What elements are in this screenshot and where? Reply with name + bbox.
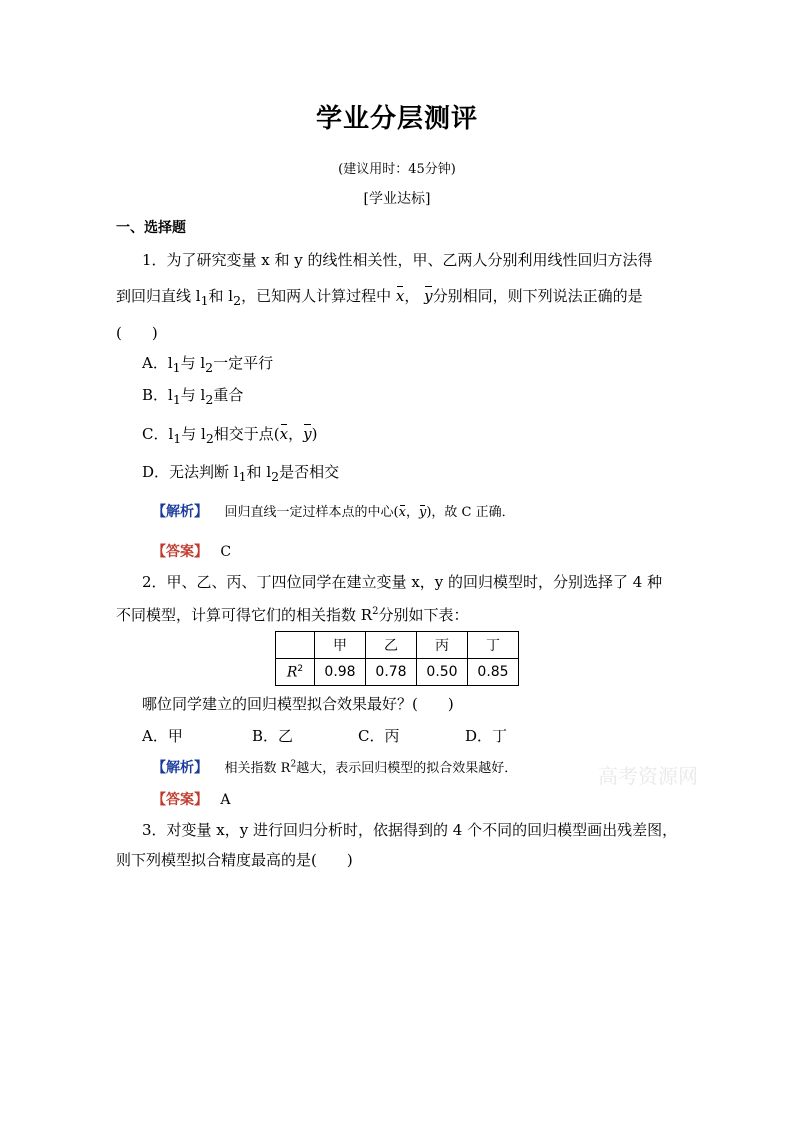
- analysis-label: 【解析】: [152, 760, 208, 776]
- q1-option-c: C．$l_1$与 $l_2$相交于点(x，y): [142, 425, 318, 446]
- table-cell: 丁: [468, 632, 519, 659]
- q1-analysis: 【解析】 回归直线一定过样本点的中心(x，y)，故 C 正确．: [152, 504, 515, 520]
- table-cell: 0.50: [417, 659, 468, 686]
- q1-paren: ( ): [116, 324, 158, 342]
- q2-line1: 2．甲、乙、丙、丁四位同学在建立变量 x，y 的回归模型时，分别选择了 4 种: [142, 573, 663, 591]
- q3-line2: 则下列模型拟合精度最高的是( ): [116, 851, 353, 869]
- page-title: 学业分层测评: [315, 104, 478, 134]
- y-bar: y: [424, 287, 433, 305]
- q2-option-a: A．甲: [142, 727, 183, 745]
- q2-option-c: C．丙: [358, 727, 400, 745]
- q1-line2: 到回归直线 $l_1$和 $l_2$，已知两人计算过程中 x， y分别相同，则下列说法正确的是: [116, 287, 643, 308]
- answer-label: 【答案】: [152, 792, 208, 808]
- section-heading: 一、选择题: [116, 220, 186, 236]
- q2-answer: 【答案】 A: [152, 792, 231, 808]
- r2-table: [275, 631, 519, 686]
- q1-option-a: A．$l_1$与 $l_2$一定平行: [142, 354, 274, 375]
- table-row: [276, 659, 519, 686]
- analysis-label: 【解析】: [152, 504, 208, 520]
- table-cell: [276, 632, 315, 659]
- q2-analysis: 【解析】 相关指数 $R^2$越大，表示回归模型的拟合效果越好．: [152, 759, 518, 776]
- q1-answer: 【答案】 C: [152, 544, 232, 560]
- table-cell: 0.78: [366, 659, 417, 686]
- table-cell: 丙: [417, 632, 468, 659]
- table-header-row: [276, 632, 519, 659]
- q1-line1: 1．为了研究变量 x 和 y 的线性相关性，甲、乙两人分别利用线性回归方法得: [142, 251, 653, 269]
- suggested-time: (建议用时：45分钟): [338, 162, 456, 177]
- q2-option-b: B．乙: [252, 727, 294, 745]
- table-cell: 0.98: [315, 659, 366, 686]
- q1-option-d: D．无法判断 $l_1$和 $l_2$是否相交: [142, 463, 340, 484]
- q2-option-d: D．丁: [465, 727, 508, 745]
- q3-line1: 3．对变量 x，y 进行回归分析时，依据得到的 4 个不同的回归模型画出残差图，: [142, 821, 678, 839]
- table-cell: $R^2$: [276, 659, 315, 686]
- section-tag: [学业达标]: [363, 191, 431, 207]
- answer-label: 【答案】: [152, 544, 208, 560]
- watermark: 高考资源网: [598, 764, 698, 788]
- table-cell: 乙: [366, 632, 417, 659]
- q1-option-b: B．$l_1$与 $l_2$重合: [142, 386, 244, 407]
- table-cell: 甲: [315, 632, 366, 659]
- q2-question: 哪位同学建立的回归模型拟合效果最好？( ): [142, 695, 454, 713]
- x-bar: x: [395, 287, 405, 305]
- table-cell: 0.85: [468, 659, 519, 686]
- q2-line2: 不同模型，计算可得它们的相关指数 $R^2$分别如下表：: [116, 606, 469, 624]
